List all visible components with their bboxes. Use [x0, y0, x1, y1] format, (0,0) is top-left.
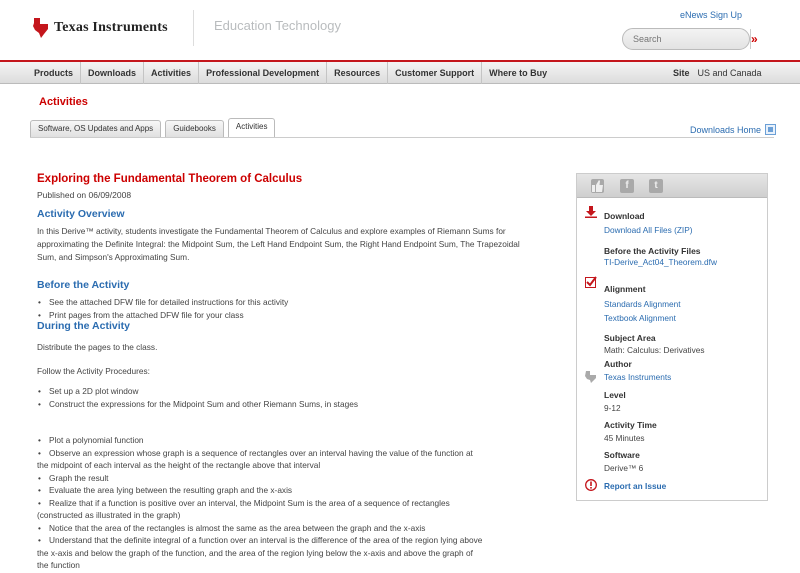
tab-divider: [30, 137, 774, 138]
nav-professional-development[interactable]: Professional Development: [199, 62, 327, 84]
software-heading: Software: [604, 450, 640, 460]
author-heading: Author: [604, 359, 632, 369]
nav-downloads[interactable]: Downloads: [81, 62, 144, 84]
social-bar: [577, 174, 767, 198]
page-title: Activities: [39, 96, 88, 108]
site-selector[interactable]: [673, 62, 762, 84]
tab-activities[interactable]: Activities: [228, 118, 276, 137]
time-heading: Activity Time: [604, 420, 657, 430]
before-heading: Before the Activity: [37, 279, 130, 291]
download-all-link[interactable]: Download All Files (ZIP): [604, 225, 693, 235]
header: [0, 0, 800, 58]
during-heading: During the Activity: [37, 320, 130, 332]
twitter-icon[interactable]: t: [649, 179, 663, 193]
list-item: • Print pages from the attached DFW file for your class: [37, 309, 537, 322]
list-item: • Construct the expressions for the Midpoint Sum and other Riemann Sums, in stages: [37, 398, 537, 411]
subject-value: Math: Calculus: Derivatives: [604, 345, 705, 355]
brand-name: Texas Instruments: [54, 20, 168, 35]
list-item-continuation: (constructed as illustrated in the graph): [37, 510, 181, 520]
procedures-intro: Follow the Activity Procedures:: [37, 366, 150, 376]
list-item: • Notice that the area of the rectangles is almost the same as the area between the graph and the x-axis: [37, 522, 537, 535]
standards-alignment-link[interactable]: Standards Alignment: [604, 299, 681, 309]
list-item: • Evaluate the area lying between the resulting graph and the x-axis: [37, 484, 537, 497]
list-item-continuation: the function: [37, 560, 80, 570]
before-file-link[interactable]: TI-Derive_Act04_Theorem.dfw: [604, 257, 717, 267]
search-box: [622, 28, 758, 50]
time-value: 45 Minutes: [604, 433, 645, 443]
list-item: • Realize that if a function is positive over an interval, the Midpoint Sum is the area of a sequence of rectangles: [37, 497, 537, 510]
main-nav: [0, 60, 800, 84]
procedures-list-a: [37, 385, 537, 410]
list-item-continuation: the midpoint of each interval as the height of the rectangle above that interval: [37, 460, 321, 470]
nav-where-to-buy[interactable]: Where to Buy: [489, 68, 548, 78]
list-item-continuation: the x-axis and below the graph of the function, and the area of the region lying below the x-axis and above the graph of: [37, 547, 473, 558]
author-link[interactable]: Texas Instruments: [604, 372, 672, 382]
list-item: • Graph the result: [37, 472, 537, 485]
nav-activities[interactable]: Activities: [144, 62, 199, 84]
level-value: 9-12: [604, 403, 621, 413]
tab-guidebooks[interactable]: Guidebooks: [165, 120, 224, 137]
site-value: US and Canada: [697, 68, 762, 78]
list-item: • See the attached DFW file for detailed instructions for this activity: [37, 296, 537, 309]
before-files-heading: Before the Activity Files: [604, 246, 701, 256]
facebook-icon[interactable]: f: [620, 179, 634, 193]
downloads-home-link[interactable]: [690, 124, 776, 135]
search-button[interactable]: »: [750, 29, 758, 49]
site-label: Site: [673, 68, 690, 78]
nav-customer-support[interactable]: Customer Support: [388, 62, 482, 84]
level-heading: Level: [604, 390, 626, 400]
during-intro: Distribute the pages to the class.: [37, 342, 158, 352]
downloads-home-label: Downloads Home: [690, 124, 762, 135]
checkbox-checked-icon: [585, 276, 597, 288]
search-input[interactable]: [623, 29, 750, 49]
subject-heading: Subject Area: [604, 333, 656, 343]
overview-heading: Activity Overview: [37, 208, 125, 220]
list-item: • Plot a polynomial function: [37, 434, 537, 447]
textbook-alignment-link[interactable]: Textbook Alignment: [604, 313, 676, 323]
overview-text: In this Derive™ activity, students investigate the Fundamental Theorem of Calculus and explore examples of Riemann Sums for approximating the Definite Integral: the Midpoint Sum, the Left Hand Endpoint Sum, the Right Hand Endpoint Sum, The Trapezoidal Sum, and Simpson's Approximating Sum.: [37, 226, 520, 262]
download-heading: Download: [604, 211, 645, 221]
report-issue-icon: [585, 479, 597, 491]
activity-title: Exploring the Fundamental Theorem of Calculus: [37, 173, 303, 185]
enews-signup-link[interactable]: eNews Sign Up: [679, 10, 742, 20]
tab-software-updates[interactable]: Software, OS Updates and Apps: [30, 120, 161, 137]
nav-products[interactable]: Products: [27, 62, 81, 84]
activity-sidebar: [576, 173, 768, 501]
nav-resources[interactable]: Resources: [327, 62, 388, 84]
list-item: • Observe an expression whose graph is a sequence of rectangles over an interval having the value of the function at: [37, 447, 537, 460]
thumbs-up-icon[interactable]: [591, 179, 604, 193]
software-value: Derive™ 6: [604, 463, 644, 473]
download-icon: [585, 206, 597, 218]
list-item: • Understand that the definite integral of a function over an interval is the difference of the area of the region lying above: [37, 534, 537, 547]
home-icon: [765, 124, 776, 135]
header-divider: [193, 10, 194, 46]
download-tabs: [30, 120, 279, 137]
alignment-heading: Alignment: [604, 284, 646, 294]
texas-state-logo-icon: [32, 17, 50, 39]
texas-state-logo-icon: [585, 371, 597, 383]
before-list: [37, 296, 537, 321]
procedures-list-b: [37, 434, 537, 572]
list-item: • Set up a 2D plot window: [37, 385, 537, 398]
report-issue-link[interactable]: Report an Issue: [604, 481, 667, 491]
division-title: Education Technology: [214, 18, 341, 33]
published-date: Published on 06/09/2008: [37, 190, 132, 200]
ti-logo[interactable]: [32, 17, 168, 39]
